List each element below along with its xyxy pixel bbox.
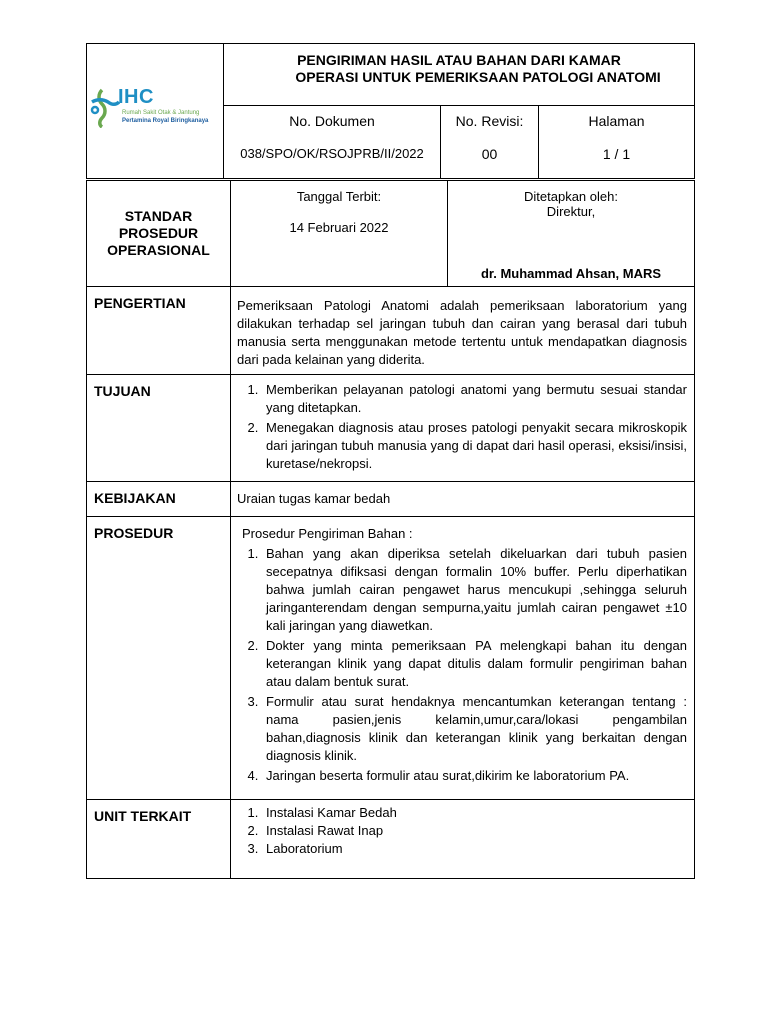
list-item: 4. Jaringan beserta formulir atau surat,dikirim ke laboratorium PA. [262,767,687,785]
hospital-logo [90,86,220,136]
pengertian-text: Pemeriksaan Patologi Anatomi adalah pemeriksaan laboratorium yang dilakukan terhadap sel jaringan tubuh dan cairan yang berasal dari tubuh manusia serta menggunakan metode tertentu untuk mendapatkan diagnosis dari pada kelainan yang diderita. [231,287,695,375]
tujuan-content [231,375,695,482]
page-value: 1 / 1 [539,140,695,178]
page-label: Halaman [539,105,695,140]
approver-name: dr. Muhammad Ahsan, MARS [480,266,662,281]
list-item: 3. Laboratorium [262,840,687,858]
doc-no-value: 038/SPO/OK/RSOJPRB/II/2022 [224,140,441,178]
issued-date: 14 Februari 2022 [289,220,389,235]
doc-no-label: No. Dokumen [224,105,441,140]
list-item: 3. Formulir atau surat hendaknya mencantumkan keterangan tentang : nama pasien,jenis kelamin,umur,cara/lokasi pengambilan bahan,diagnosis klinik dan keterangan klinik yang berkaitan dengan diagnosis klinik. [262,693,687,765]
approved-label: Ditetapkan oleh: [524,189,618,204]
unit-terkait-content [231,800,695,879]
issue-date-cell [231,181,448,287]
logo-subtitle-1: Rumah Sakit Otak & Jantung [122,110,200,116]
list-item: 1. Bahan yang akan diperiksa setelah dikeluarkan dari tubuh pasien secepatnya difiksasi dengan formalin 10% buffer. Perlu diperhatikan bahwa jumlah cairan pengawet harus mencukupi ,sehingga seluruh jaringanterendam dengan sempurna,yaitu jumlah cairan pengawet ±10 kali jaringan yang diawetkan. [262,545,687,635]
document-title [224,44,695,106]
logo-brand-text: IHC [118,86,154,108]
prosedur-label: PROSEDUR [87,517,231,800]
tujuan-list [237,381,687,473]
list-item: 2. Instalasi Rawat Inap [262,822,687,840]
revision-value: 00 [441,140,539,178]
kebijakan-label: KEBIJAKAN [87,482,231,517]
prosedur-list [237,545,687,785]
title-line-1: PENGIRIMAN HASIL ATAU BAHAN DARI KAMAR [297,52,621,68]
approved-role: Direktur, [546,204,596,219]
document-header [86,43,695,179]
sop-label-line-2: PROSEDUR [118,225,199,241]
revision-label: No. Revisi: [441,105,539,140]
unit-terkait-list [237,804,687,858]
sop-body-table [86,180,695,879]
list-item: 2. Dokter yang minta pemeriksaan PA melengkapi bahan itu dengan keterangan klinik yang dapat ditulis dalam formulir pengiriman bahan atau dalam bentuk surat. [262,637,687,691]
logo-cell [87,44,224,179]
prosedur-intro: Prosedur Pengiriman Bahan : [242,526,413,541]
approval-cell [448,181,695,287]
cross-logo-icon [90,88,120,128]
unit-terkait-label: UNIT TERKAIT [87,800,231,879]
kebijakan-text: Uraian tugas kamar bedah [231,482,695,517]
prosedur-content [231,517,695,800]
sop-label [87,181,231,287]
list-item: 1. Instalasi Kamar Bedah [262,804,687,822]
issued-label: Tanggal Terbit: [296,189,382,204]
tujuan-label: TUJUAN [87,375,231,482]
logo-subtitle-2: Pertamina Royal Biringkanaya [122,118,209,124]
sop-label-line-3: OPERASIONAL [107,242,210,258]
list-item: 1. Memberikan pelayanan patologi anatomi yang bermutu sesuai standar yang ditetapkan. [262,381,687,417]
pengertian-label: PENGERTIAN [87,287,231,375]
list-item: 2. Menegakan diagnosis atau proses patologi penyakit secara mikroskopik dari jaringan tubuh manusia yang di dapat dari hasil operasi, eksisi/insisi, kuretase/nekropsi. [262,419,687,473]
sop-label-line-1: STANDAR [124,208,193,224]
title-line-2: OPERASI UNTUK PEMERIKSAAN PATOLOGI ANATOMI [295,69,661,85]
